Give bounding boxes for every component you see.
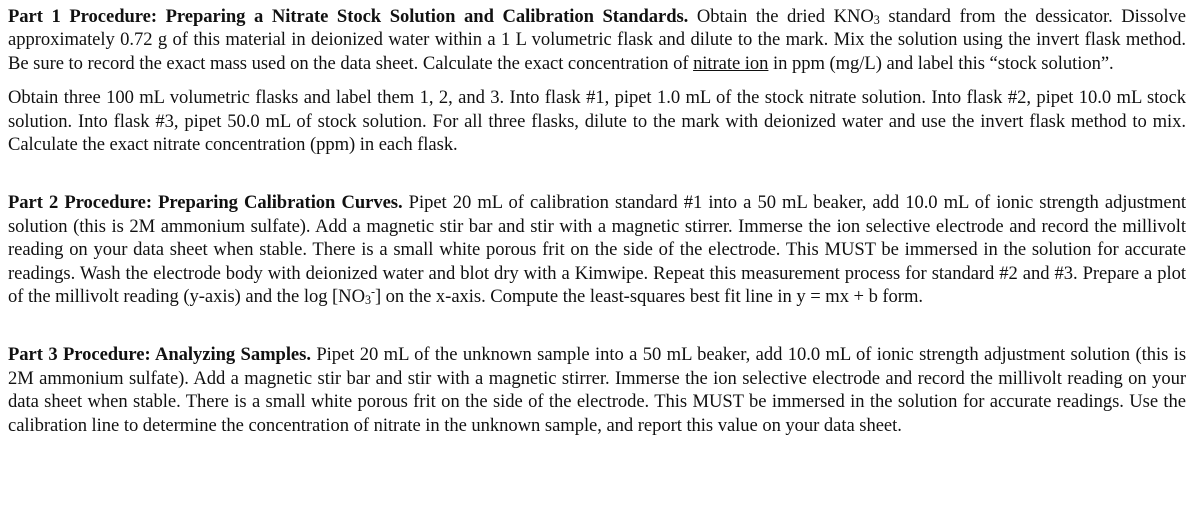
- part2-text-b: ] on the x-axis. Compute the least-squares best fit line in y = mx + b form.: [374, 286, 923, 308]
- part1-text-a: Obtain the dried KNO: [696, 6, 874, 27]
- part1-paragraph: [8, 5, 1186, 75]
- procedure-document: [8, 5, 1186, 437]
- part1-text-c: in ppm (mg/L) and label this “stock solution”.: [768, 52, 1114, 74]
- part2-text-a: Pipet 20 mL of calibration standard #1 into a 50 mL beaker, add 10.0 mL of ionic strength adjustment solution (this is 2M ammonium sulfate). Add a magnetic stir bar and stir with a magnetic stirrer. Immerse the ion selective electrode and record the millivolt reading on your data sheet when stable. There is a small white porous frit on the side of the electrode. This MUST be immersed in the solution for accurate readings. Wash the electrode body with deionized water and blot dry with a Kimwipe. Repeat this measurement process for standard #2 and #3. Prepare a plot of the millivolt reading (y-axis) and the log [NO: [8, 192, 1186, 308]
- part1-text-b: standard from the dessicator. Dissolve approximately 0.72 g of this material in deionized water within a 1 L volumetric flask and dilute to the mark. Mix the solution using the invert flask method. Be sure to record the exact mass used on the data sheet. Calculate the exact concentration of: [8, 6, 1186, 74]
- part2-subscript: 3: [364, 292, 371, 307]
- part2-paragraph: [8, 191, 1186, 308]
- part3-paragraph: [8, 343, 1186, 437]
- part3-heading: Part 3 Procedure: Analyzing Samples.: [8, 344, 311, 366]
- part1-subscript: 3: [873, 12, 880, 27]
- part3-text: Pipet 20 mL of the unknown sample into a 50 mL beaker, add 10.0 mL of ionic strength adjustment solution (this is 2M ammonium sulfate). Add a magnetic stir bar and stir with a magnetic stirrer. Immerse the ion selective electrode and record the millivolt reading on your data sheet when stable. There is a small white porous frit on the side of the electrode. This MUST be immersed in the solution for accurate readings. Use the calibration line to determine the concentration of nitrate in the unknown sample, and report this value on your data sheet.: [8, 344, 1187, 436]
- part2-superscript: -: [370, 284, 375, 299]
- part1-heading: Part 1 Procedure: Preparing a Nitrate Stock Solution and Calibration Standards.: [8, 6, 689, 27]
- part2-heading: Part 2 Procedure: Preparing Calibration Curves.: [8, 192, 403, 214]
- nitrate-ion-underlined: nitrate ion: [693, 52, 769, 74]
- part1b-paragraph: Obtain three 100 mL volumetric flasks and label them 1, 2, and 3. Into flask #1, pipet 1.0 mL of the stock nitrate solution. Into flask #2, pipet 10.0 mL stock solution. Into flask #3, pipet 50.0 mL of stock solution. For all three flasks, dilute to the mark with deionized water and use the invert flask method to mix. Calculate the exact nitrate concentration (ppm) in each flask.: [8, 87, 1186, 156]
